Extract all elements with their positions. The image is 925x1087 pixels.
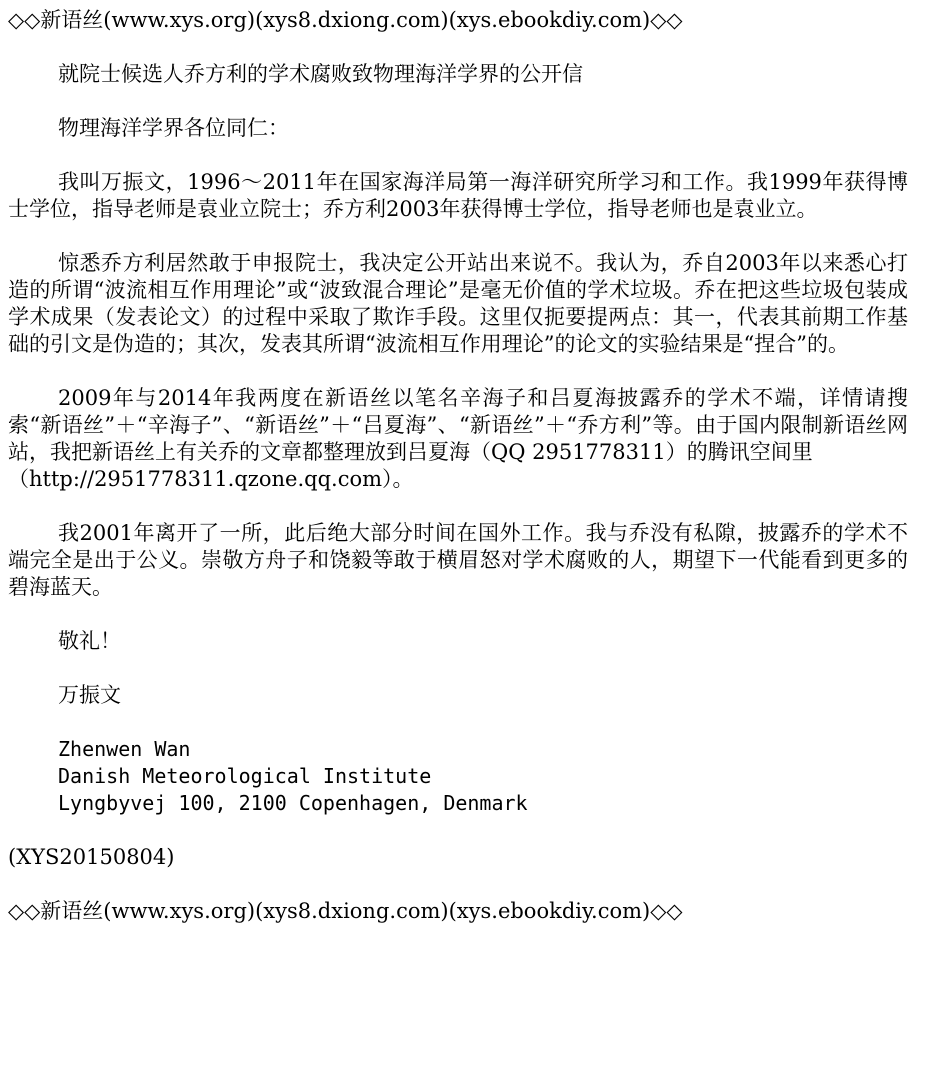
signature-name: Zhenwen Wan: [58, 737, 191, 761]
paragraph-disclosure: 2009年与2014年我两度在新语丝以笔名辛海子和吕夏海披露乔的学术不端，详情请搜索“新语丝”＋“辛海子”、“新语丝”＋“吕夏海”、“新语丝”＋“乔方利”等。由于国内限制新语丝网站，我把新语丝上有关乔的文章都整理放到吕夏海（QQ 2951778311）的腾讯空间里: [8, 386, 908, 464]
salutation: 物理海洋学界各位同仁：: [58, 116, 289, 140]
paragraph-objection: 惊悉乔方利居然敢于申报院士，我决定公开站出来说不。我认为，乔自2003年以来悉心打造的所谓“波流相互作用理论”或“波致混合理论”是毫无价值的学术垃圾。乔在把这些垃圾包装成学术成果（发表论文）的过程中采取了欺诈手段。这里仅扼要提两点：其一，代表其前期工作基础的引文是伪造的；其次，发表其所谓“波流相互作用理论”的论文的实验结果是“捏合”的。: [8, 251, 908, 356]
footer-banner: ◇◇新语丝(www.xys.org)(xys8.dxiong.com)(xys.ebookdiy.com)◇◇: [8, 899, 683, 923]
signature-chinese: 万振文: [58, 683, 121, 707]
letter-title: 就院士候选人乔方利的学术腐败致物理海洋学界的公开信: [58, 62, 583, 86]
qzone-url: （http://2951778311.qzone.qq.com）。: [8, 467, 414, 491]
paragraph-intro: 我叫万振文，1996～2011年在国家海洋局第一海洋研究所学习和工作。我1999年获得博士学位，指导老师是袁业立院士；乔方利2003年获得博士学位，指导老师也是袁业立。: [8, 170, 908, 221]
paragraph-motivation: 我2001年离开了一所，此后绝大部分时间在国外工作。我与乔没有私隙，披露乔的学术不端完全是出于公义。崇敬方舟子和饶毅等敢于横眉怒对学术腐败的人，期望下一代能看到更多的碧海蓝天。: [8, 521, 908, 599]
signature-institute: Danish Meteorological Institute: [58, 764, 432, 788]
document-page: [8, 7, 908, 925]
header-banner: ◇◇新语丝(www.xys.org)(xys8.dxiong.com)(xys.ebookdiy.com)◇◇: [8, 8, 683, 32]
signature-address: Lyngbyvej 100, 2100 Copenhagen, Denmark: [58, 791, 528, 815]
document-id: (XYS20150804): [8, 845, 175, 869]
closing-greeting: 敬礼！: [58, 629, 121, 653]
